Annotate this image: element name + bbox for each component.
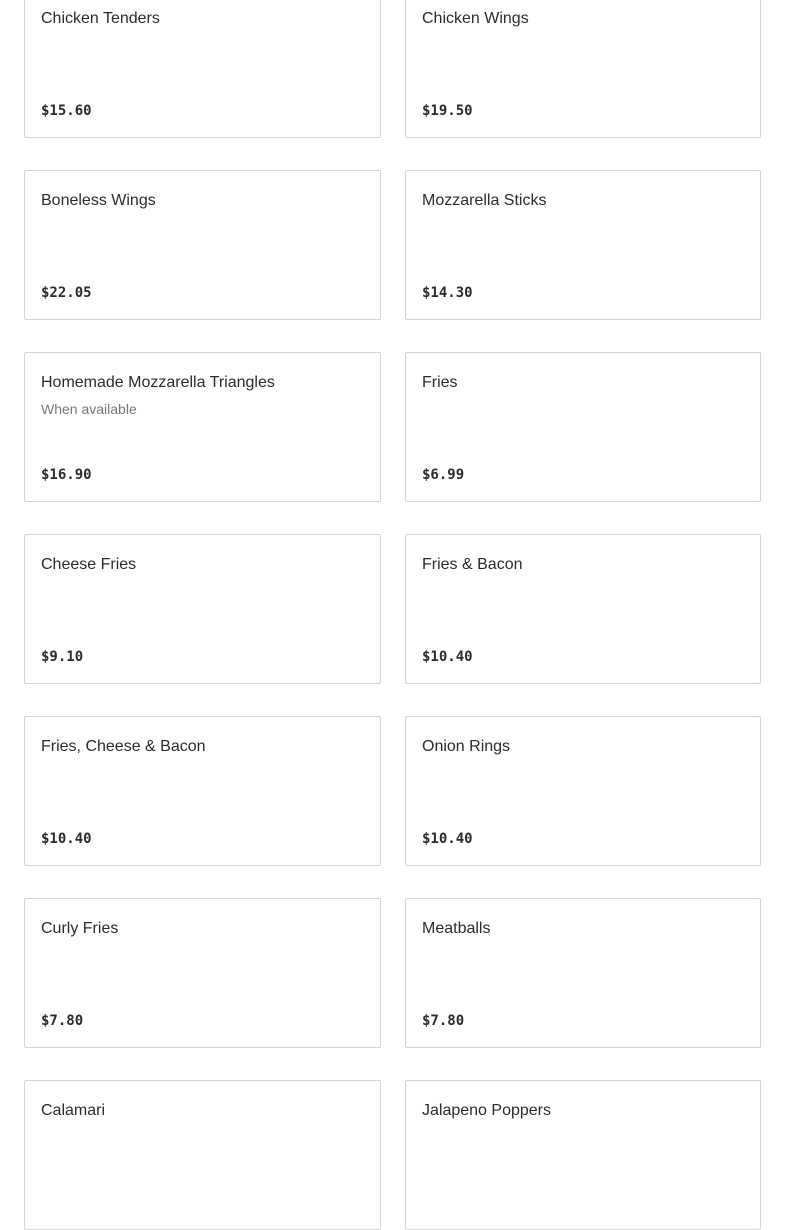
menu-item-card[interactable] — [24, 716, 381, 866]
menu-item-card[interactable] — [24, 0, 381, 138]
menu-item-name: Jalapeno Poppers — [422, 1102, 551, 1119]
menu-item-price: $16.90 — [41, 467, 92, 483]
menu-item-name: Mozzarella Sticks — [422, 192, 547, 209]
menu-item-price: $10.40 — [422, 831, 473, 847]
menu-item-name: Homemade Mozzarella Triangles — [41, 374, 275, 391]
menu-item-card[interactable] — [405, 352, 761, 502]
menu-item-card[interactable] — [405, 0, 761, 138]
menu-item-name: Cheese Fries — [41, 556, 137, 573]
menu-item-card[interactable] — [24, 170, 381, 320]
menu-item-name: Boneless Wings — [41, 192, 156, 209]
menu-item-card[interactable] — [405, 716, 761, 866]
menu-item-price: $9.10 — [41, 649, 84, 665]
menu-item-price: $10.40 — [41, 831, 92, 847]
menu-item-name: Chicken Tenders — [41, 10, 160, 27]
menu-item-card[interactable] — [405, 170, 761, 320]
menu-item-card[interactable] — [405, 898, 761, 1048]
menu-item-name: Fries & Bacon — [422, 556, 523, 573]
menu-item-card[interactable] — [24, 352, 381, 502]
menu-item-description: When available — [41, 401, 137, 417]
menu-item-price: $6.99 — [422, 467, 465, 483]
menu-item-name: Chicken Wings — [422, 10, 529, 27]
menu-item-name: Fries, Cheese & Bacon — [41, 738, 206, 755]
menu-item-price: $14.30 — [422, 285, 473, 301]
menu-item-name: Curly Fries — [41, 920, 119, 937]
menu-item-name: Calamari — [41, 1102, 106, 1119]
menu-item-price: $10.40 — [422, 649, 473, 665]
menu-item-name: Onion Rings — [422, 738, 511, 755]
menu-item-card[interactable] — [24, 1080, 381, 1230]
menu-item-price: $7.80 — [422, 1013, 465, 1029]
menu-item-price: $22.05 — [41, 285, 92, 301]
menu-item-price: $19.50 — [422, 103, 473, 119]
menu-item-name: Meatballs — [422, 920, 491, 937]
menu-items-grid — [24, 0, 761, 1230]
menu-item-card[interactable] — [24, 898, 381, 1048]
menu-item-card[interactable] — [24, 534, 381, 684]
menu-item-price: $15.60 — [41, 103, 92, 119]
menu-item-card[interactable] — [405, 1080, 761, 1230]
menu-item-price: $7.80 — [41, 1013, 84, 1029]
menu-item-card[interactable] — [405, 534, 761, 684]
menu-item-name: Fries — [422, 374, 458, 391]
